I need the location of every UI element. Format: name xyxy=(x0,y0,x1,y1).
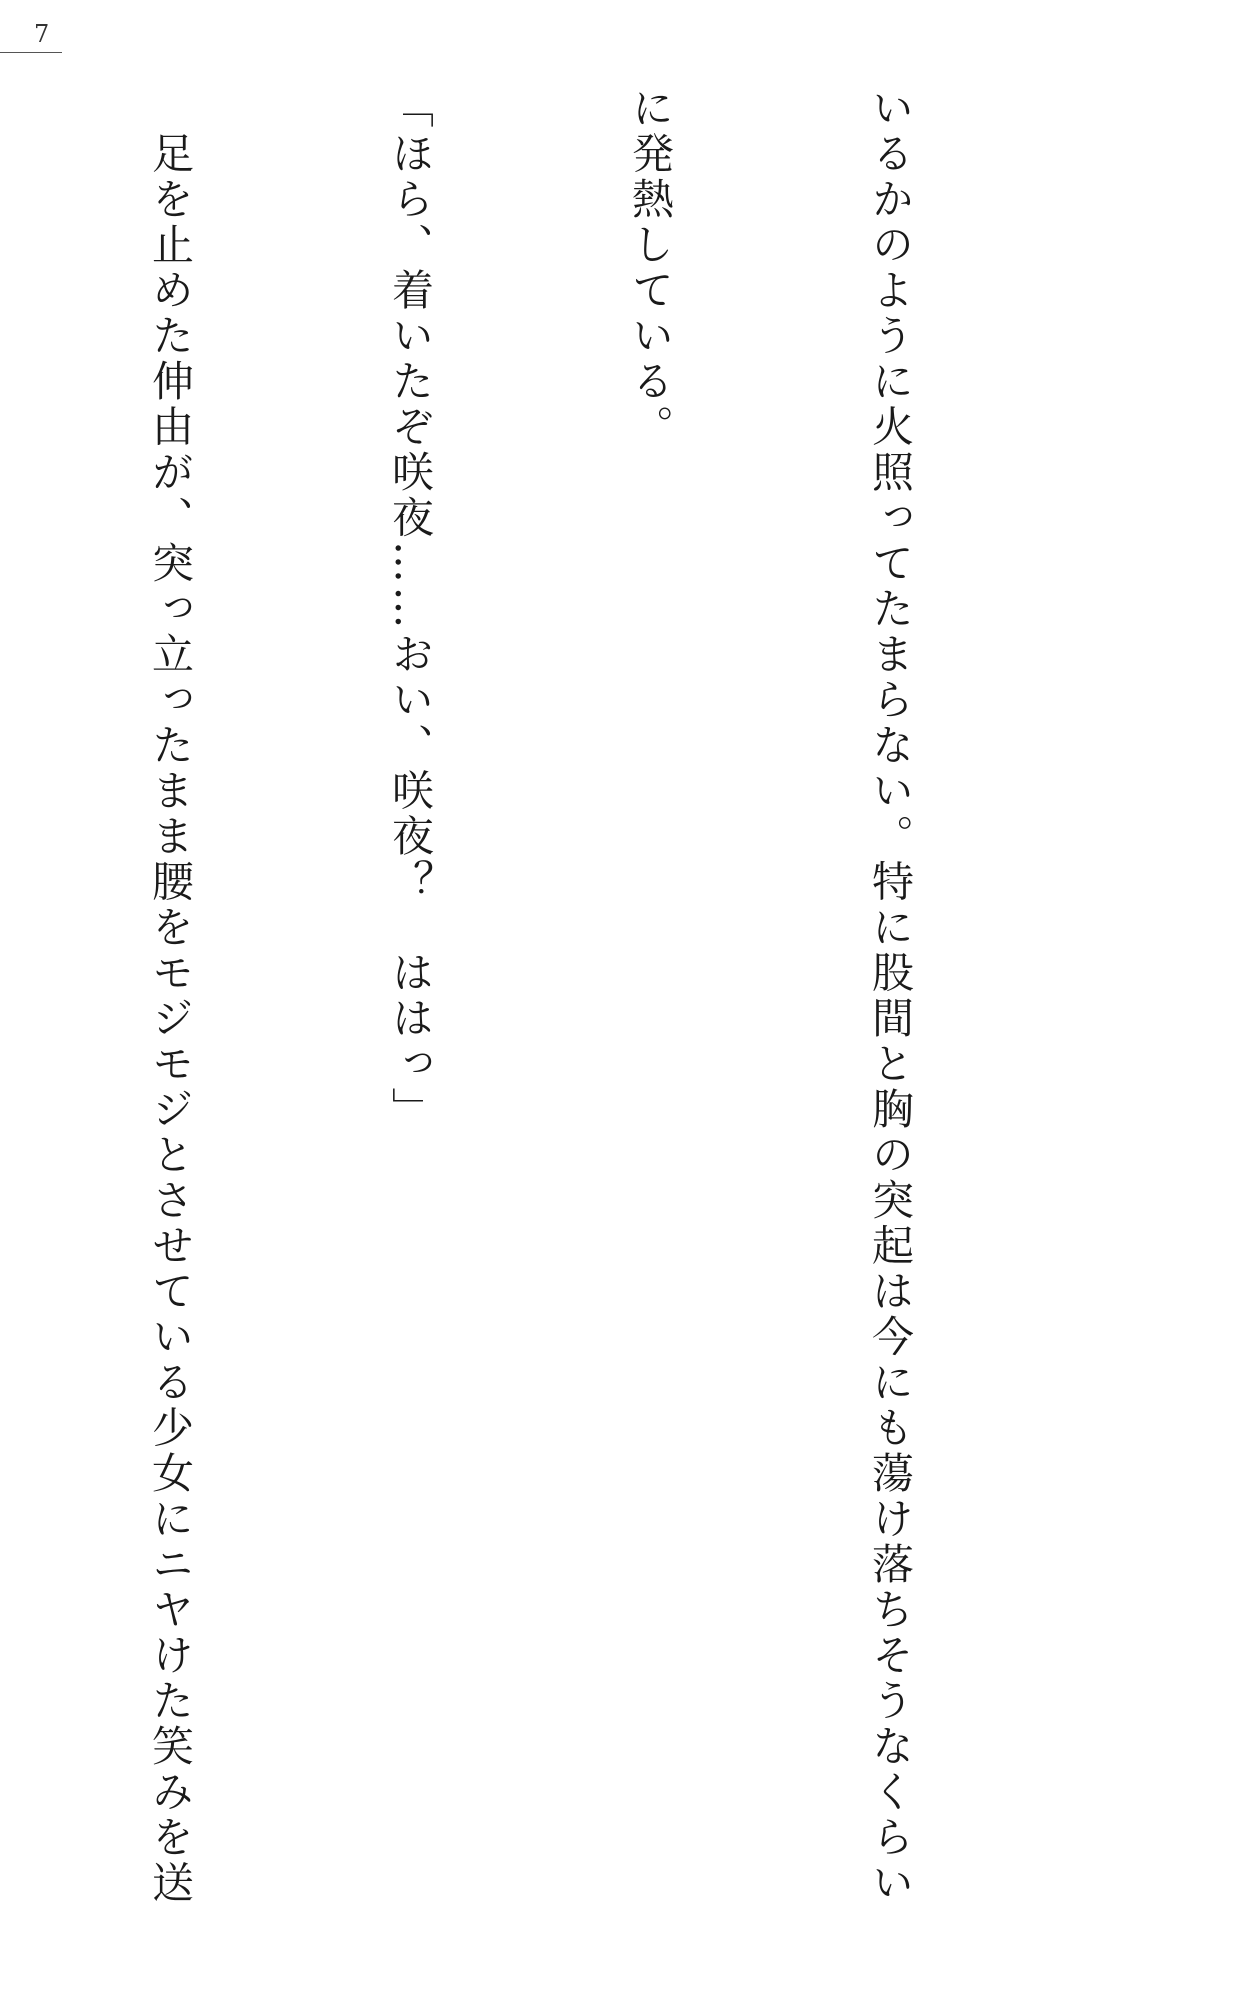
vertical-text-body xyxy=(90,86,1090,1906)
page-number: 7 xyxy=(34,20,50,48)
text-line: 「ほら、着いたぞ咲夜……おい、咲夜？ ははっ」 xyxy=(386,86,435,1133)
text-line: 足を止めた伸由が、突っ立ったまま腰をモジモジとさせている少女にニヤけた笑みを送 xyxy=(146,86,195,1906)
text-line: に発熱している。 xyxy=(626,86,675,450)
text-line: いるかのように火照ってたまらない。特に股間と胸の突起は今にも蕩け落ちそうなくらい xyxy=(866,86,915,1906)
page-number-rule xyxy=(0,52,62,53)
